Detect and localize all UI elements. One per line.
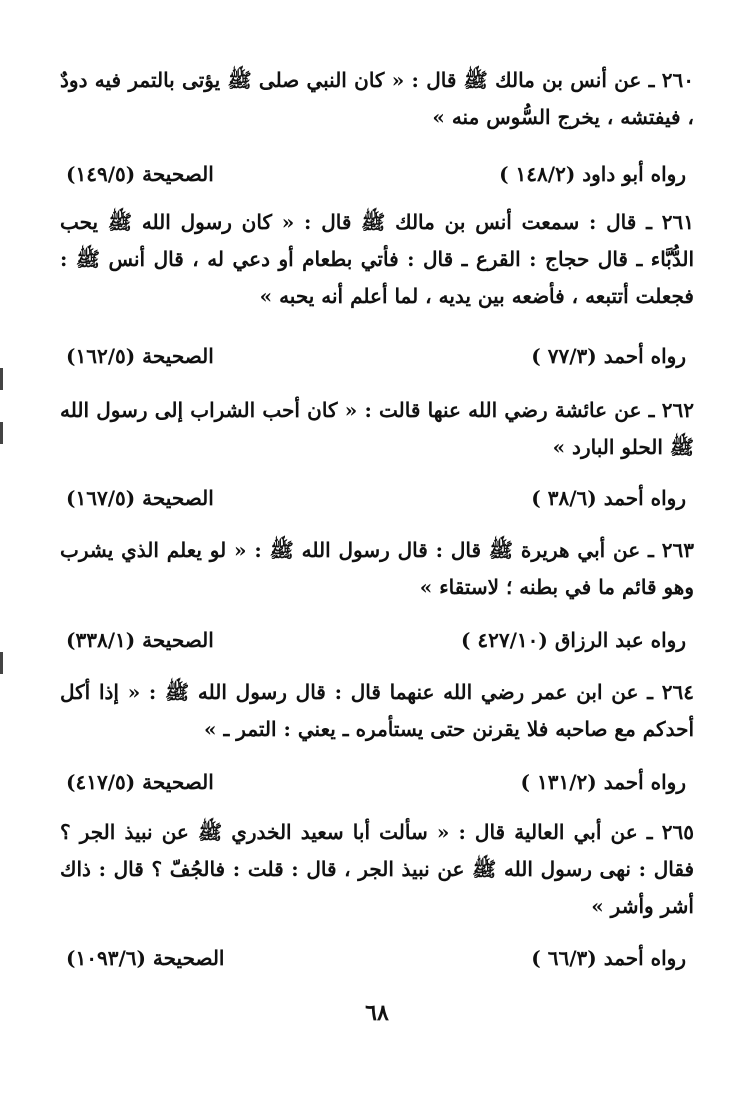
source-line: [60, 158, 694, 194]
hadith-entry: [60, 814, 694, 925]
source-reference: رواه أحمد (٦٦/٣ ): [531, 946, 686, 970]
hadith-entry: [60, 674, 694, 748]
hadith-entry: [60, 392, 694, 466]
hadith-text: ٢٦١ ـ قال : سمعت أنس بن مالك ﷺ قال : « كان رسول الله ﷺ يحب الدُّبَّاء ـ قال حجاج : القرع ـ قال : فأتي بطعام أو دعي له ، قال أنس ﷺ : فجعلت أتتبعه ، فأضعه بين يديه ، لما أعلم أنه يحبه »: [60, 210, 694, 308]
hadith-text: ٢٦٣ ـ عن أبي هريرة ﷺ قال : قال رسول الله ﷺ : « لو يعلم الذي يشرب وهو قائم ما في بطنه ؛ لاستقاء »: [60, 538, 694, 599]
sahiha-reference: الصحيحة (١٠٩٣/٦): [66, 946, 225, 970]
source-line: [60, 482, 694, 518]
source-line: [60, 624, 694, 660]
hadith-text: ٢٦٥ ـ عن أبي العالية قال : « سألت أبا سعيد الخدري ﷺ عن نبيذ الجر ؟ فقال : نهى رسول الله ﷺ عن نبيذ الجر ، قال : قلت : فالجُفّ ؟ قال : ذاك أشر وأشر »: [60, 820, 694, 918]
hadith-entry: [60, 532, 694, 606]
hadith-entry: [60, 62, 694, 136]
sahiha-reference: الصحيحة (٣٣٨/١): [66, 628, 214, 652]
source-reference: رواه أحمد (٧٧/٣ ): [531, 344, 686, 368]
hadith-text: ٢٦٠ ـ عن أنس بن مالك ﷺ قال : « كان النبي صلى ﷺ يؤتى بالتمر فيه دودٌ ، فيفتشه ، يخرج السُّوس منه »: [60, 68, 694, 129]
margin-mark: [0, 368, 3, 390]
source-reference: رواه عبد الرزاق (٤٢٧/١٠ ): [460, 628, 686, 652]
hadith-entry: [60, 204, 694, 315]
margin-mark: [0, 422, 3, 444]
source-reference: رواه أحمد (١٣١/٢ ): [520, 770, 686, 794]
sahiha-reference: الصحيحة (١٤٩/٥): [66, 162, 214, 186]
page-number: ٦٨: [365, 1000, 389, 1026]
sahiha-reference: الصحيحة (١٦٢/٥): [66, 344, 214, 368]
sahiha-reference: الصحيحة (١٦٧/٥): [66, 486, 214, 510]
source-reference: رواه أحمد (٣٨/٦ ): [531, 486, 686, 510]
hadith-text: ٢٦٤ ـ عن ابن عمر رضي الله عنهما قال : قال رسول الله ﷺ : « إذا أكل أحدكم مع صاحبه فلا يقرنن حتى يستأمره ـ يعني : التمر ـ »: [60, 680, 694, 741]
source-line: [60, 942, 694, 978]
source-line: [60, 766, 694, 802]
source-reference: رواه أبو داود (١٤٨/٢ ): [499, 162, 686, 186]
margin-mark: [0, 652, 3, 674]
source-line: [60, 340, 694, 376]
sahiha-reference: الصحيحة (٤١٧/٥): [66, 770, 214, 794]
hadith-text: ٢٦٢ ـ عن عائشة رضي الله عنها قالت : « كان أحب الشراب إلى رسول الله ﷺ الحلو البارد »: [60, 398, 694, 459]
